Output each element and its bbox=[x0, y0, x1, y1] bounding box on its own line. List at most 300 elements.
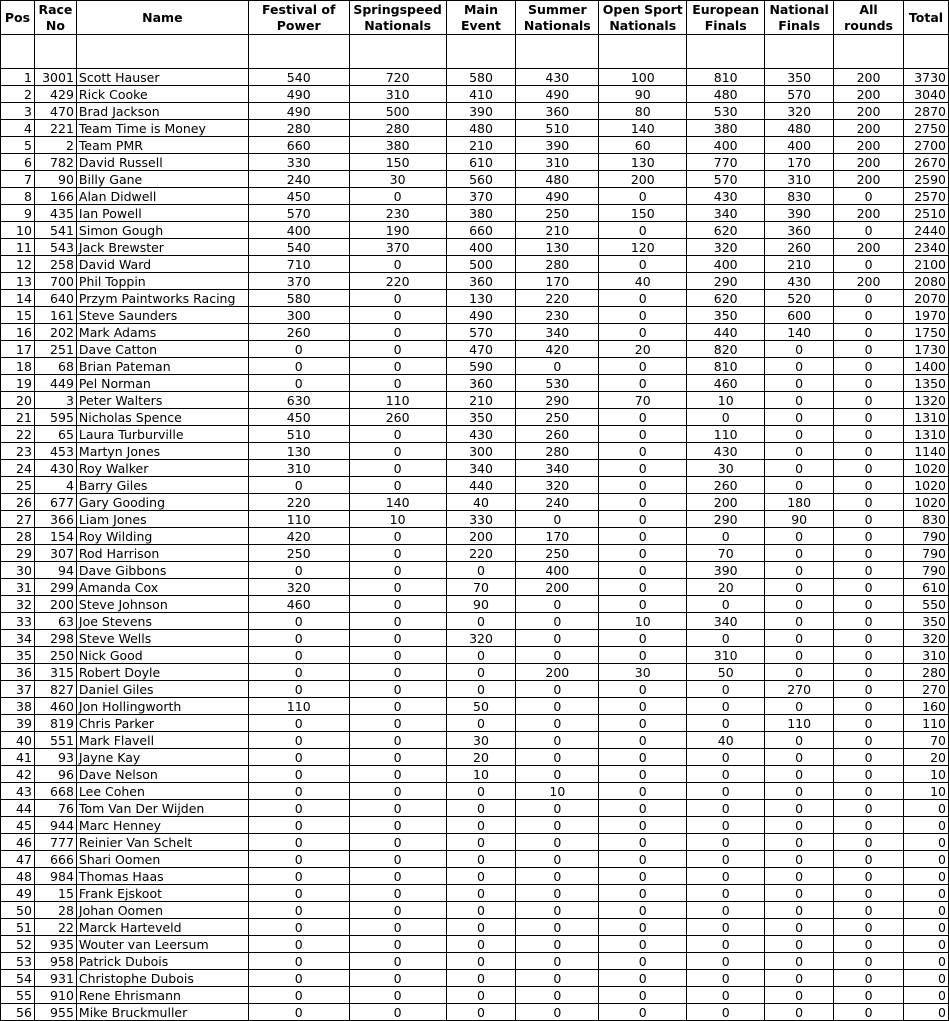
cell-total[interactable]: 110 bbox=[903, 715, 948, 732]
cell-pos[interactable]: 14 bbox=[1, 290, 35, 307]
cell-springspeed-nationals[interactable]: 0 bbox=[349, 732, 446, 749]
cell-summer-nationals[interactable]: 0 bbox=[516, 936, 599, 953]
cell-open-sport-nationals[interactable]: 10 bbox=[599, 613, 687, 630]
cell-national-finals[interactable]: 0 bbox=[765, 477, 834, 494]
cell-springspeed-nationals[interactable]: 0 bbox=[349, 783, 446, 800]
cell-open-sport-nationals[interactable]: 0 bbox=[599, 681, 687, 698]
cell-main-event[interactable]: 0 bbox=[446, 817, 516, 834]
cell-summer-nationals[interactable]: 250 bbox=[516, 545, 599, 562]
cell-pos[interactable]: 10 bbox=[1, 222, 35, 239]
cell-festival-of-power[interactable]: 0 bbox=[248, 987, 349, 1004]
cell-summer-nationals[interactable]: 0 bbox=[516, 358, 599, 375]
cell-festival-of-power[interactable]: 250 bbox=[248, 545, 349, 562]
cell-national-finals[interactable]: 260 bbox=[765, 239, 834, 256]
cell-springspeed-nationals[interactable]: 0 bbox=[349, 630, 446, 647]
cell-festival-of-power[interactable]: 0 bbox=[248, 834, 349, 851]
cell-springspeed-nationals[interactable]: 0 bbox=[349, 681, 446, 698]
cell-all-rounds[interactable]: 0 bbox=[834, 800, 904, 817]
cell-european-finals[interactable]: 340 bbox=[687, 613, 765, 630]
cell-race-no[interactable]: 668 bbox=[34, 783, 76, 800]
cell-summer-nationals[interactable]: 170 bbox=[516, 273, 599, 290]
cell-pos[interactable]: 30 bbox=[1, 562, 35, 579]
cell-european-finals[interactable]: 200 bbox=[687, 494, 765, 511]
cell-open-sport-nationals[interactable]: 0 bbox=[599, 375, 687, 392]
cell-national-finals[interactable]: 0 bbox=[765, 664, 834, 681]
cell-national-finals[interactable]: 0 bbox=[765, 885, 834, 902]
cell-total[interactable]: 0 bbox=[903, 817, 948, 834]
cell-open-sport-nationals[interactable]: 0 bbox=[599, 409, 687, 426]
cell-summer-nationals[interactable]: 0 bbox=[516, 902, 599, 919]
cell-total[interactable]: 2440 bbox=[903, 222, 948, 239]
cell-national-finals[interactable]: 600 bbox=[765, 307, 834, 324]
cell-open-sport-nationals[interactable]: 0 bbox=[599, 358, 687, 375]
cell-festival-of-power[interactable]: 0 bbox=[248, 613, 349, 630]
cell-main-event[interactable]: 590 bbox=[446, 358, 516, 375]
cell-name[interactable]: Phil Toppin bbox=[76, 273, 248, 290]
cell-race-no[interactable]: 430 bbox=[34, 460, 76, 477]
cell-name[interactable]: Daniel Giles bbox=[76, 681, 248, 698]
cell-summer-nationals[interactable]: 340 bbox=[516, 460, 599, 477]
cell-springspeed-nationals[interactable]: 0 bbox=[349, 256, 446, 273]
cell-open-sport-nationals[interactable]: 0 bbox=[599, 511, 687, 528]
cell-total[interactable]: 1750 bbox=[903, 324, 948, 341]
cell-summer-nationals[interactable]: 310 bbox=[516, 154, 599, 171]
cell-pos[interactable]: 13 bbox=[1, 273, 35, 290]
cell-race-no[interactable]: 3001 bbox=[34, 69, 76, 86]
cell-pos[interactable]: 53 bbox=[1, 953, 35, 970]
cell-open-sport-nationals[interactable]: 0 bbox=[599, 477, 687, 494]
cell-summer-nationals[interactable]: 220 bbox=[516, 290, 599, 307]
cell-main-event[interactable]: 0 bbox=[446, 800, 516, 817]
cell-race-no[interactable]: 460 bbox=[34, 698, 76, 715]
cell-total[interactable]: 1020 bbox=[903, 460, 948, 477]
cell-open-sport-nationals[interactable]: 0 bbox=[599, 936, 687, 953]
cell-all-rounds[interactable]: 0 bbox=[834, 375, 904, 392]
cell-all-rounds[interactable]: 0 bbox=[834, 460, 904, 477]
cell-pos[interactable]: 42 bbox=[1, 766, 35, 783]
cell-total[interactable]: 0 bbox=[903, 851, 948, 868]
cell-race-no[interactable]: 935 bbox=[34, 936, 76, 953]
cell-race-no[interactable]: 161 bbox=[34, 307, 76, 324]
cell-all-rounds[interactable]: 0 bbox=[834, 698, 904, 715]
cell-european-finals[interactable]: 430 bbox=[687, 188, 765, 205]
header-name[interactable]: Name bbox=[76, 1, 248, 35]
cell-european-finals[interactable]: 620 bbox=[687, 290, 765, 307]
cell-main-event[interactable]: 430 bbox=[446, 426, 516, 443]
blank-cell[interactable] bbox=[446, 35, 516, 69]
cell-open-sport-nationals[interactable]: 0 bbox=[599, 851, 687, 868]
cell-all-rounds[interactable]: 0 bbox=[834, 664, 904, 681]
cell-open-sport-nationals[interactable]: 0 bbox=[599, 256, 687, 273]
cell-open-sport-nationals[interactable]: 0 bbox=[599, 324, 687, 341]
cell-festival-of-power[interactable]: 0 bbox=[248, 1004, 349, 1021]
cell-open-sport-nationals[interactable]: 0 bbox=[599, 715, 687, 732]
cell-name[interactable]: David Russell bbox=[76, 154, 248, 171]
cell-name[interactable]: Alan Didwell bbox=[76, 188, 248, 205]
cell-summer-nationals[interactable]: 250 bbox=[516, 205, 599, 222]
cell-total[interactable]: 2570 bbox=[903, 188, 948, 205]
cell-springspeed-nationals[interactable]: 0 bbox=[349, 324, 446, 341]
cell-springspeed-nationals[interactable]: 10 bbox=[349, 511, 446, 528]
cell-all-rounds[interactable]: 0 bbox=[834, 885, 904, 902]
cell-all-rounds[interactable]: 200 bbox=[834, 273, 904, 290]
cell-european-finals[interactable]: 620 bbox=[687, 222, 765, 239]
cell-all-rounds[interactable]: 0 bbox=[834, 970, 904, 987]
cell-festival-of-power[interactable]: 130 bbox=[248, 443, 349, 460]
cell-pos[interactable]: 46 bbox=[1, 834, 35, 851]
cell-all-rounds[interactable]: 0 bbox=[834, 222, 904, 239]
cell-summer-nationals[interactable]: 400 bbox=[516, 562, 599, 579]
cell-all-rounds[interactable]: 200 bbox=[834, 205, 904, 222]
cell-european-finals[interactable]: 0 bbox=[687, 766, 765, 783]
cell-race-no[interactable]: 782 bbox=[34, 154, 76, 171]
cell-name[interactable]: Steve Johnson bbox=[76, 596, 248, 613]
cell-national-finals[interactable]: 0 bbox=[765, 800, 834, 817]
cell-main-event[interactable]: 400 bbox=[446, 239, 516, 256]
cell-european-finals[interactable]: 400 bbox=[687, 256, 765, 273]
blank-cell[interactable] bbox=[1, 35, 35, 69]
cell-national-finals[interactable]: 0 bbox=[765, 834, 834, 851]
cell-national-finals[interactable]: 0 bbox=[765, 970, 834, 987]
cell-name[interactable]: Nick Good bbox=[76, 647, 248, 664]
cell-springspeed-nationals[interactable]: 0 bbox=[349, 596, 446, 613]
cell-festival-of-power[interactable]: 0 bbox=[248, 800, 349, 817]
cell-national-finals[interactable]: 430 bbox=[765, 273, 834, 290]
cell-festival-of-power[interactable]: 110 bbox=[248, 698, 349, 715]
cell-pos[interactable]: 25 bbox=[1, 477, 35, 494]
cell-open-sport-nationals[interactable]: 0 bbox=[599, 987, 687, 1004]
cell-race-no[interactable]: 221 bbox=[34, 120, 76, 137]
cell-total[interactable]: 0 bbox=[903, 902, 948, 919]
cell-european-finals[interactable]: 0 bbox=[687, 970, 765, 987]
cell-name[interactable]: Lee Cohen bbox=[76, 783, 248, 800]
cell-name[interactable]: Joe Stevens bbox=[76, 613, 248, 630]
cell-springspeed-nationals[interactable]: 0 bbox=[349, 987, 446, 1004]
cell-summer-nationals[interactable]: 0 bbox=[516, 868, 599, 885]
cell-european-finals[interactable]: 0 bbox=[687, 783, 765, 800]
cell-total[interactable]: 160 bbox=[903, 698, 948, 715]
cell-summer-nationals[interactable]: 0 bbox=[516, 732, 599, 749]
cell-festival-of-power[interactable]: 0 bbox=[248, 766, 349, 783]
cell-name[interactable]: Chris Parker bbox=[76, 715, 248, 732]
cell-springspeed-nationals[interactable]: 0 bbox=[349, 307, 446, 324]
cell-all-rounds[interactable]: 0 bbox=[834, 987, 904, 1004]
cell-springspeed-nationals[interactable]: 0 bbox=[349, 766, 446, 783]
cell-main-event[interactable]: 130 bbox=[446, 290, 516, 307]
cell-european-finals[interactable]: 0 bbox=[687, 409, 765, 426]
cell-pos[interactable]: 38 bbox=[1, 698, 35, 715]
cell-festival-of-power[interactable]: 490 bbox=[248, 86, 349, 103]
cell-festival-of-power[interactable]: 0 bbox=[248, 562, 349, 579]
cell-race-no[interactable]: 299 bbox=[34, 579, 76, 596]
cell-pos[interactable]: 4 bbox=[1, 120, 35, 137]
cell-main-event[interactable]: 0 bbox=[446, 562, 516, 579]
cell-open-sport-nationals[interactable]: 0 bbox=[599, 783, 687, 800]
header-race-no[interactable]: Race No bbox=[34, 1, 76, 35]
cell-pos[interactable]: 12 bbox=[1, 256, 35, 273]
cell-all-rounds[interactable]: 0 bbox=[834, 766, 904, 783]
cell-springspeed-nationals[interactable]: 190 bbox=[349, 222, 446, 239]
cell-national-finals[interactable]: 0 bbox=[765, 613, 834, 630]
cell-name[interactable]: Wouter van Leersum bbox=[76, 936, 248, 953]
cell-total[interactable]: 2080 bbox=[903, 273, 948, 290]
cell-european-finals[interactable]: 0 bbox=[687, 528, 765, 545]
cell-springspeed-nationals[interactable]: 0 bbox=[349, 1004, 446, 1021]
cell-all-rounds[interactable]: 0 bbox=[834, 409, 904, 426]
cell-total[interactable]: 1320 bbox=[903, 392, 948, 409]
cell-total[interactable]: 2870 bbox=[903, 103, 948, 120]
cell-main-event[interactable]: 0 bbox=[446, 664, 516, 681]
cell-open-sport-nationals[interactable]: 130 bbox=[599, 154, 687, 171]
cell-pos[interactable]: 48 bbox=[1, 868, 35, 885]
cell-pos[interactable]: 18 bbox=[1, 358, 35, 375]
cell-open-sport-nationals[interactable]: 0 bbox=[599, 647, 687, 664]
cell-festival-of-power[interactable]: 0 bbox=[248, 358, 349, 375]
cell-pos[interactable]: 24 bbox=[1, 460, 35, 477]
cell-pos[interactable]: 35 bbox=[1, 647, 35, 664]
cell-european-finals[interactable]: 340 bbox=[687, 205, 765, 222]
cell-race-no[interactable]: 984 bbox=[34, 868, 76, 885]
cell-festival-of-power[interactable]: 0 bbox=[248, 715, 349, 732]
cell-all-rounds[interactable]: 0 bbox=[834, 902, 904, 919]
cell-name[interactable]: Dave Nelson bbox=[76, 766, 248, 783]
cell-all-rounds[interactable]: 0 bbox=[834, 953, 904, 970]
cell-springspeed-nationals[interactable]: 0 bbox=[349, 834, 446, 851]
cell-summer-nationals[interactable]: 200 bbox=[516, 579, 599, 596]
cell-summer-nationals[interactable]: 0 bbox=[516, 851, 599, 868]
cell-pos[interactable]: 32 bbox=[1, 596, 35, 613]
cell-name[interactable]: Robert Doyle bbox=[76, 664, 248, 681]
cell-race-no[interactable]: 541 bbox=[34, 222, 76, 239]
cell-total[interactable]: 0 bbox=[903, 936, 948, 953]
cell-open-sport-nationals[interactable]: 0 bbox=[599, 545, 687, 562]
cell-name[interactable]: Jack Brewster bbox=[76, 239, 248, 256]
cell-festival-of-power[interactable]: 540 bbox=[248, 69, 349, 86]
cell-springspeed-nationals[interactable]: 0 bbox=[349, 545, 446, 562]
cell-race-no[interactable]: 449 bbox=[34, 375, 76, 392]
cell-open-sport-nationals[interactable]: 0 bbox=[599, 528, 687, 545]
cell-all-rounds[interactable]: 0 bbox=[834, 596, 904, 613]
cell-all-rounds[interactable]: 0 bbox=[834, 256, 904, 273]
cell-total[interactable]: 0 bbox=[903, 800, 948, 817]
cell-race-no[interactable]: 94 bbox=[34, 562, 76, 579]
cell-european-finals[interactable]: 0 bbox=[687, 851, 765, 868]
cell-european-finals[interactable]: 0 bbox=[687, 936, 765, 953]
cell-summer-nationals[interactable]: 0 bbox=[516, 596, 599, 613]
cell-open-sport-nationals[interactable]: 0 bbox=[599, 902, 687, 919]
cell-european-finals[interactable]: 0 bbox=[687, 987, 765, 1004]
cell-main-event[interactable]: 70 bbox=[446, 579, 516, 596]
cell-pos[interactable]: 7 bbox=[1, 171, 35, 188]
cell-main-event[interactable]: 360 bbox=[446, 375, 516, 392]
header-festival-of-power[interactable]: Festival of Power bbox=[248, 1, 349, 35]
cell-national-finals[interactable]: 270 bbox=[765, 681, 834, 698]
cell-european-finals[interactable]: 0 bbox=[687, 698, 765, 715]
cell-name[interactable]: Rene Ehrismann bbox=[76, 987, 248, 1004]
cell-springspeed-nationals[interactable]: 30 bbox=[349, 171, 446, 188]
cell-main-event[interactable]: 220 bbox=[446, 545, 516, 562]
cell-all-rounds[interactable]: 0 bbox=[834, 477, 904, 494]
cell-national-finals[interactable]: 0 bbox=[765, 460, 834, 477]
cell-open-sport-nationals[interactable]: 0 bbox=[599, 885, 687, 902]
cell-european-finals[interactable]: 0 bbox=[687, 885, 765, 902]
cell-festival-of-power[interactable]: 0 bbox=[248, 902, 349, 919]
cell-european-finals[interactable]: 430 bbox=[687, 443, 765, 460]
cell-national-finals[interactable]: 0 bbox=[765, 953, 834, 970]
cell-national-finals[interactable]: 0 bbox=[765, 749, 834, 766]
cell-springspeed-nationals[interactable]: 0 bbox=[349, 851, 446, 868]
cell-summer-nationals[interactable]: 0 bbox=[516, 766, 599, 783]
cell-national-finals[interactable]: 830 bbox=[765, 188, 834, 205]
cell-summer-nationals[interactable]: 290 bbox=[516, 392, 599, 409]
cell-all-rounds[interactable]: 0 bbox=[834, 732, 904, 749]
cell-pos[interactable]: 37 bbox=[1, 681, 35, 698]
cell-springspeed-nationals[interactable]: 0 bbox=[349, 477, 446, 494]
cell-all-rounds[interactable]: 0 bbox=[834, 630, 904, 647]
cell-festival-of-power[interactable]: 310 bbox=[248, 460, 349, 477]
cell-race-no[interactable]: 76 bbox=[34, 800, 76, 817]
cell-race-no[interactable]: 298 bbox=[34, 630, 76, 647]
cell-race-no[interactable]: 677 bbox=[34, 494, 76, 511]
cell-festival-of-power[interactable]: 630 bbox=[248, 392, 349, 409]
cell-main-event[interactable]: 0 bbox=[446, 936, 516, 953]
cell-main-event[interactable]: 0 bbox=[446, 681, 516, 698]
cell-all-rounds[interactable]: 200 bbox=[834, 171, 904, 188]
cell-total[interactable]: 280 bbox=[903, 664, 948, 681]
cell-european-finals[interactable]: 390 bbox=[687, 562, 765, 579]
cell-race-no[interactable]: 595 bbox=[34, 409, 76, 426]
cell-summer-nationals[interactable]: 130 bbox=[516, 239, 599, 256]
cell-total[interactable]: 0 bbox=[903, 868, 948, 885]
cell-all-rounds[interactable]: 200 bbox=[834, 239, 904, 256]
cell-national-finals[interactable]: 0 bbox=[765, 375, 834, 392]
cell-pos[interactable]: 31 bbox=[1, 579, 35, 596]
cell-main-event[interactable]: 0 bbox=[446, 613, 516, 630]
cell-european-finals[interactable]: 770 bbox=[687, 154, 765, 171]
cell-springspeed-nationals[interactable]: 0 bbox=[349, 868, 446, 885]
cell-all-rounds[interactable]: 0 bbox=[834, 613, 904, 630]
cell-main-event[interactable]: 480 bbox=[446, 120, 516, 137]
cell-summer-nationals[interactable]: 0 bbox=[516, 630, 599, 647]
cell-race-no[interactable]: 93 bbox=[34, 749, 76, 766]
cell-summer-nationals[interactable]: 0 bbox=[516, 987, 599, 1004]
cell-main-event[interactable]: 390 bbox=[446, 103, 516, 120]
cell-main-event[interactable]: 0 bbox=[446, 902, 516, 919]
cell-main-event[interactable]: 0 bbox=[446, 970, 516, 987]
cell-race-no[interactable]: 435 bbox=[34, 205, 76, 222]
cell-national-finals[interactable]: 360 bbox=[765, 222, 834, 239]
cell-name[interactable]: Peter Walters bbox=[76, 392, 248, 409]
cell-springspeed-nationals[interactable]: 370 bbox=[349, 239, 446, 256]
cell-pos[interactable]: 45 bbox=[1, 817, 35, 834]
cell-festival-of-power[interactable]: 280 bbox=[248, 120, 349, 137]
cell-open-sport-nationals[interactable]: 30 bbox=[599, 664, 687, 681]
cell-european-finals[interactable]: 530 bbox=[687, 103, 765, 120]
cell-festival-of-power[interactable]: 0 bbox=[248, 919, 349, 936]
header-european-finals[interactable]: European Finals bbox=[687, 1, 765, 35]
cell-pos[interactable]: 29 bbox=[1, 545, 35, 562]
cell-summer-nationals[interactable]: 280 bbox=[516, 256, 599, 273]
cell-name[interactable]: Pel Norman bbox=[76, 375, 248, 392]
cell-main-event[interactable]: 0 bbox=[446, 953, 516, 970]
cell-national-finals[interactable]: 0 bbox=[765, 919, 834, 936]
cell-race-no[interactable]: 202 bbox=[34, 324, 76, 341]
cell-total[interactable]: 830 bbox=[903, 511, 948, 528]
cell-summer-nationals[interactable]: 390 bbox=[516, 137, 599, 154]
cell-springspeed-nationals[interactable]: 380 bbox=[349, 137, 446, 154]
cell-name[interactable]: Tom Van Der Wijden bbox=[76, 800, 248, 817]
cell-pos[interactable]: 55 bbox=[1, 987, 35, 1004]
cell-race-no[interactable]: 470 bbox=[34, 103, 76, 120]
cell-summer-nationals[interactable]: 0 bbox=[516, 647, 599, 664]
cell-open-sport-nationals[interactable]: 0 bbox=[599, 800, 687, 817]
cell-total[interactable]: 0 bbox=[903, 970, 948, 987]
cell-national-finals[interactable]: 0 bbox=[765, 528, 834, 545]
blank-cell[interactable] bbox=[599, 35, 687, 69]
cell-name[interactable]: Nicholas Spence bbox=[76, 409, 248, 426]
cell-total[interactable]: 1970 bbox=[903, 307, 948, 324]
cell-summer-nationals[interactable]: 0 bbox=[516, 817, 599, 834]
cell-main-event[interactable]: 30 bbox=[446, 732, 516, 749]
cell-springspeed-nationals[interactable]: 220 bbox=[349, 273, 446, 290]
cell-pos[interactable]: 47 bbox=[1, 851, 35, 868]
cell-national-finals[interactable]: 0 bbox=[765, 868, 834, 885]
cell-festival-of-power[interactable]: 0 bbox=[248, 851, 349, 868]
cell-springspeed-nationals[interactable]: 0 bbox=[349, 426, 446, 443]
cell-open-sport-nationals[interactable]: 0 bbox=[599, 307, 687, 324]
blank-cell[interactable] bbox=[34, 35, 76, 69]
cell-european-finals[interactable]: 0 bbox=[687, 596, 765, 613]
cell-summer-nationals[interactable]: 0 bbox=[516, 970, 599, 987]
cell-open-sport-nationals[interactable]: 0 bbox=[599, 919, 687, 936]
cell-european-finals[interactable]: 0 bbox=[687, 919, 765, 936]
cell-festival-of-power[interactable]: 570 bbox=[248, 205, 349, 222]
cell-springspeed-nationals[interactable]: 140 bbox=[349, 494, 446, 511]
cell-festival-of-power[interactable]: 0 bbox=[248, 817, 349, 834]
cell-name[interactable]: Team Time is Money bbox=[76, 120, 248, 137]
cell-pos[interactable]: 36 bbox=[1, 664, 35, 681]
cell-total[interactable]: 20 bbox=[903, 749, 948, 766]
cell-festival-of-power[interactable]: 660 bbox=[248, 137, 349, 154]
cell-name[interactable]: Dave Catton bbox=[76, 341, 248, 358]
cell-race-no[interactable]: 96 bbox=[34, 766, 76, 783]
cell-race-no[interactable]: 3 bbox=[34, 392, 76, 409]
cell-name[interactable]: Shari Oomen bbox=[76, 851, 248, 868]
cell-all-rounds[interactable]: 0 bbox=[834, 936, 904, 953]
cell-open-sport-nationals[interactable]: 0 bbox=[599, 953, 687, 970]
cell-springspeed-nationals[interactable]: 0 bbox=[349, 936, 446, 953]
cell-festival-of-power[interactable]: 450 bbox=[248, 409, 349, 426]
cell-name[interactable]: Ian Powell bbox=[76, 205, 248, 222]
cell-springspeed-nationals[interactable]: 110 bbox=[349, 392, 446, 409]
cell-open-sport-nationals[interactable]: 20 bbox=[599, 341, 687, 358]
cell-name[interactable]: Liam Jones bbox=[76, 511, 248, 528]
cell-race-no[interactable]: 63 bbox=[34, 613, 76, 630]
cell-festival-of-power[interactable]: 240 bbox=[248, 171, 349, 188]
cell-all-rounds[interactable]: 0 bbox=[834, 341, 904, 358]
cell-total[interactable]: 270 bbox=[903, 681, 948, 698]
cell-pos[interactable]: 49 bbox=[1, 885, 35, 902]
cell-national-finals[interactable]: 0 bbox=[765, 851, 834, 868]
cell-main-event[interactable]: 410 bbox=[446, 86, 516, 103]
cell-race-no[interactable]: 777 bbox=[34, 834, 76, 851]
cell-all-rounds[interactable]: 200 bbox=[834, 137, 904, 154]
cell-open-sport-nationals[interactable]: 0 bbox=[599, 732, 687, 749]
cell-springspeed-nationals[interactable]: 0 bbox=[349, 460, 446, 477]
cell-pos[interactable]: 41 bbox=[1, 749, 35, 766]
cell-european-finals[interactable]: 30 bbox=[687, 460, 765, 477]
cell-main-event[interactable]: 0 bbox=[446, 851, 516, 868]
